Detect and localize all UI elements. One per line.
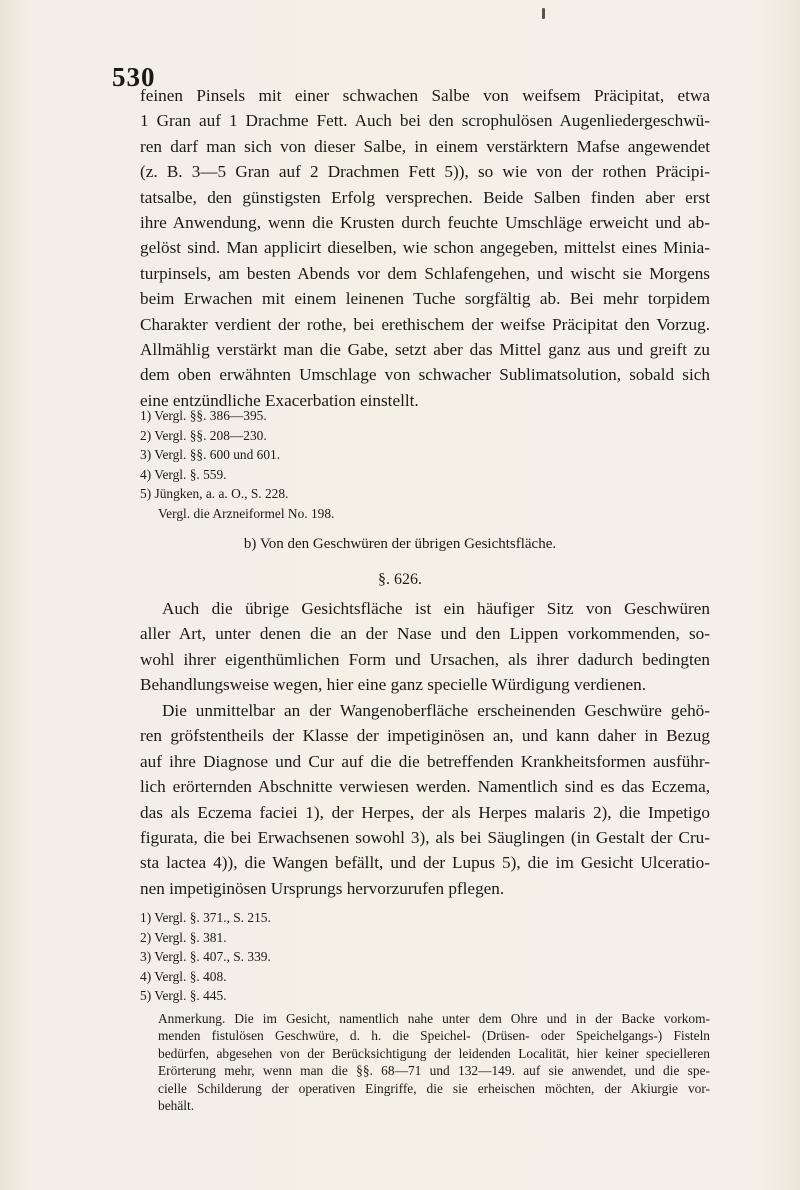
text-line: dem oben erwähnten Umschlage von schwacher Sublimatsolution, sobald sich xyxy=(140,365,710,385)
footnote: 4) Vergl. §. 408. xyxy=(140,968,227,984)
remark-line: bedürfen, abgesehen von der Berücksichtigung der leidenden Localität, hier keiner specielleren xyxy=(158,1045,710,1061)
text-line: eine entzündliche Exacerbation einstellt. xyxy=(140,390,419,410)
footnote: 5) Vergl. §. 445. xyxy=(140,988,227,1003)
remark-line: Anmerkung. Die im Gesicht, namentlich nahe unter dem Ohre und in der Backe vorkom- xyxy=(158,1011,710,1026)
section-number: §. 626. xyxy=(378,571,422,588)
page-number: 530 xyxy=(112,62,156,92)
ink-speck xyxy=(542,8,545,19)
text-line: sta lactea 4)), die Wangen befällt, und der Lupus 5), die im Gesicht Ulceratio- xyxy=(140,853,710,873)
footnotes-2 xyxy=(140,908,271,1006)
footnote: Vergl. die Arzneiformel No. 198. xyxy=(158,505,335,521)
text-line: beim Erwachen mit einem leinenen Tuche sorgfältig ab. Bei mehr torpidem xyxy=(140,289,710,309)
footnote: 3) Vergl. §§. 600 und 601. xyxy=(140,447,281,462)
footnote: 5) Jüngken, a. a. O., S. 228. xyxy=(140,486,289,501)
text-line: ihre Anwendung, wenn die Krusten durch feuchte Umschläge erweicht und ab- xyxy=(140,213,710,233)
footnote: 2) Vergl. §. 381. xyxy=(140,929,227,945)
footnote: 4) Vergl. §. 559. xyxy=(140,466,227,482)
subheading: b) Von den Geschwüren der übrigen Gesichtsfläche. xyxy=(243,536,557,552)
text-line: Charakter verdient der rothe, bei erethischem der weifse Präcipitat den Vorzug. xyxy=(140,314,710,334)
text-line: gelöst sind. Man applicirt dieselben, wie schon angegeben, mittelst eines Minia- xyxy=(140,238,710,258)
footnote: 1) Vergl. §§. 386—395. xyxy=(140,408,267,423)
text-line: Behandlungsweise wegen, hier eine ganz specielle Würdigung verdienen. xyxy=(140,675,647,695)
text-line: feinen Pinsels mit einer schwachen Salbe von weifsem Präcipitat, etwa xyxy=(140,86,710,105)
remark-line: Erörterung mehr, wenn man die §§. 68—71 und 132—149. auf sie anwendet, und die spe- xyxy=(158,1063,710,1079)
text-line: figurata, die bei Erwachsenen sowohl 3), als bei Säuglingen (in Gestalt der Cru- xyxy=(140,828,710,848)
text-line: Allmählig verstärkt man die Gabe, setzt aber das Mittel ganz aus und greift zu xyxy=(140,340,710,360)
text-line: Die unmittelbar an der Wangenoberfläche erscheinenden Geschwüre gehö- xyxy=(162,701,710,720)
paragraph-3 xyxy=(140,698,710,901)
text-line: auf ihre Diagnose und Cur auf die die betreffenden Krankheitsformen ausführ- xyxy=(140,751,710,771)
text-line: ren gröfstentheils der Klasse der impetiginösen an, und kann daher in Bezug xyxy=(140,726,710,746)
text-line: nen impetiginösen Ursprungs hervorzurufen pflegen. xyxy=(140,878,505,898)
text-line: das als Eczema faciei 1), der Herpes, der als Herpes malaris 2), die Impetigo xyxy=(140,802,710,822)
text-line: lich erörternden Abschnitte verwiesen werden. Namentlich sind es das Eczema, xyxy=(140,777,710,797)
text-line: ren darf man sich von dieser Salbe, in einem verstärktern Mafse angewendet xyxy=(140,136,710,156)
remark-line: cielle Schilderung der operativen Eingriffe, die sie erheischen möchten, der Akiurgie vor- xyxy=(158,1080,710,1096)
text-line: aller Art, unter denen die an der Nase und den Lippen vorkommenden, so- xyxy=(140,624,710,644)
footnotes-1 xyxy=(140,406,334,523)
remark xyxy=(140,1010,710,1114)
paragraph-2 xyxy=(140,596,710,698)
footnote: 1) Vergl. §. 371., S. 215. xyxy=(140,910,271,925)
footnote: 2) Vergl. §§. 208—230. xyxy=(140,427,267,443)
paragraph-1 xyxy=(140,83,710,413)
text-line: turpinsels, am besten Abends vor dem Schlafengehen, und wischt sie Morgens xyxy=(140,263,710,283)
remark-line: menden fistulösen Geschwüre, d. h. die Speichel- (Drüsen- oder Speichelgangs-) Fisteln xyxy=(158,1028,710,1044)
text-line: wohl ihrer eigenthümlichen Form und Ursachen, als ihrer dadurch bedingten xyxy=(140,649,710,669)
text-line: (z. B. 3—5 Gran auf 2 Drachmen Fett 5)), so wie von der rothen Präcipi- xyxy=(140,162,710,182)
text-line: Auch die übrige Gesichtsfläche ist ein häufiger Sitz von Geschwüren xyxy=(162,599,710,618)
text-line: tatsalbe, den günstigsten Erfolg versprechen. Beide Salben finden aber erst xyxy=(140,187,710,207)
remark-line: behält. xyxy=(158,1098,195,1114)
text-line: 1 Gran auf 1 Drachme Fett. Auch bei den scrophulösen Augenliedergeschwü- xyxy=(140,111,710,131)
footnote: 3) Vergl. §. 407., S. 339. xyxy=(140,949,271,964)
